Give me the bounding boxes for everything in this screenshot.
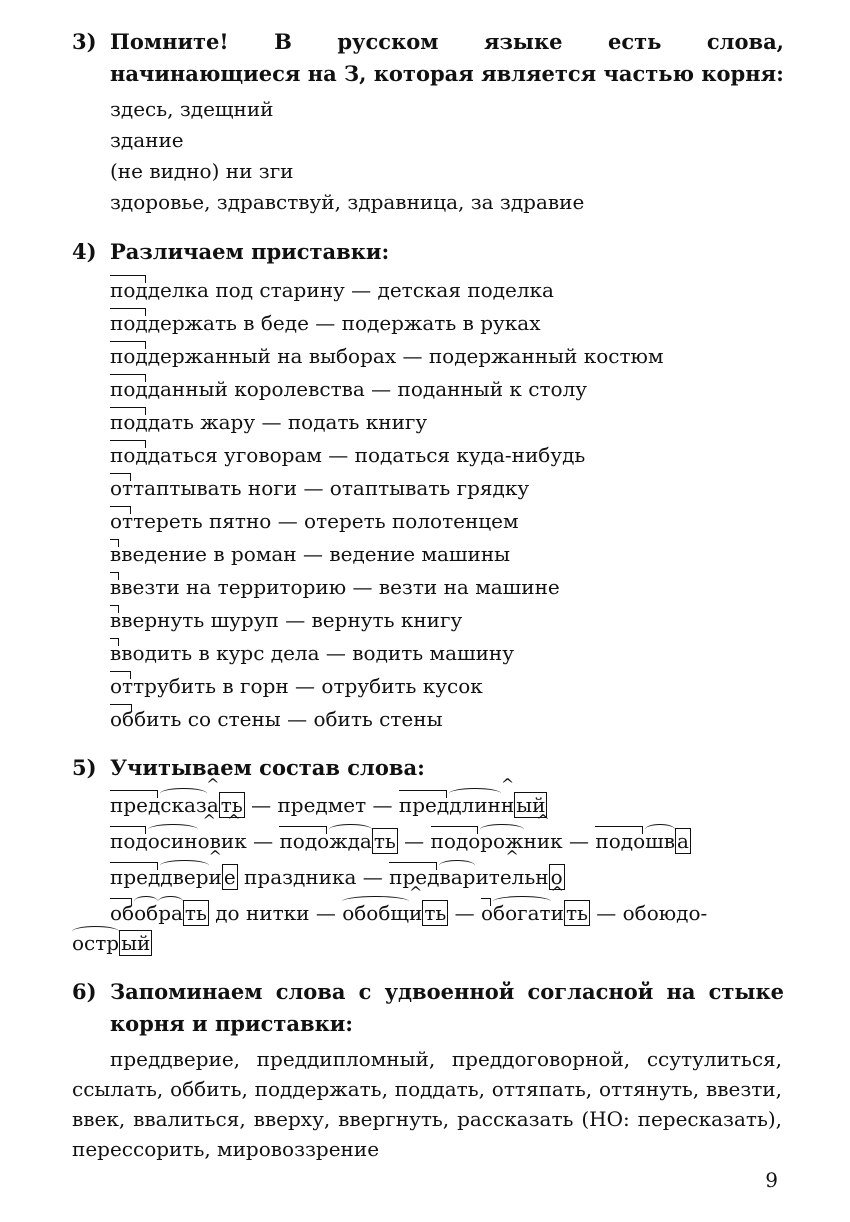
prefix-pair [110,605,462,635]
prefix: под [110,278,148,302]
pair-text: данный королевства — поданный к столу [147,377,588,401]
prefix: в [110,641,122,665]
pair-text: дать жару — подать книгу [147,410,428,434]
pair-text: вернуть шуруп — вернуть книгу [121,608,463,632]
text: — [562,829,596,853]
section-3-line-3: (не видно) ни зги [110,159,294,183]
ending: ый [516,793,546,817]
root: об [134,901,159,925]
ending: е [223,865,236,889]
morpheme-line-1 [110,790,547,820]
suffix: ^ ик [221,829,247,853]
prefix: от [110,509,134,533]
pair-text: тереть пятно — отереть полотенцем [133,509,519,533]
prefix: об [110,707,135,731]
prefix: о [481,901,494,925]
suffix: ^ и [409,901,422,925]
prefix-pair [110,638,514,668]
suffix: ^ и [551,901,564,925]
ending: а [676,829,689,853]
pair-text: трубить в горн — отрубить кусок [133,674,483,698]
section-3-line-2: здание [110,128,184,152]
suffix: ^ ительн [475,865,548,889]
prefix-pair [110,704,443,734]
morpheme-line-5 [72,928,152,958]
suffix: ^ ов [198,829,221,853]
section-3-line-4: здоровье, здравствуй, здравница, за здравие [110,190,585,214]
root: ра [158,901,183,925]
prefix-pair [110,572,560,602]
prefix: подо [595,829,646,853]
pair-text: везти на территорию — везти на машине [121,575,560,599]
prefix-pair [110,308,540,338]
morpheme-line-2 [110,826,691,856]
prefix-pair [110,671,483,701]
prefix: пред [389,865,440,889]
prefix: пред [110,793,161,817]
prefix: под [110,443,148,467]
prefix: в [110,608,122,632]
section-5-number: 5) [72,755,97,780]
morpheme-line-3 [110,862,565,892]
text: — [448,901,481,925]
suffix: ^ и [209,865,222,889]
root: богат [493,901,551,925]
pair-text: даться уговорам — податься куда-нибудь [147,443,586,467]
ending: ый [121,931,151,955]
prefix-pair [110,440,585,470]
prefix-pair [110,539,510,569]
text: — предмет — [244,793,399,817]
section-3-heading [72,26,784,90]
root: длин [449,793,501,817]
prefix-pair [110,407,427,437]
text: — [397,829,431,853]
root: шв [645,829,675,853]
section-4-heading [72,236,784,268]
pair-text: держать в беде — подержать в руках [147,311,541,335]
section-6-title: Запоминаем слова с удвоенной согласной на стыке корня и приставки: [110,979,784,1036]
prefix: в [110,575,122,599]
ending: ть [424,901,447,925]
section-6-heading [72,976,784,1040]
prefix: под [110,829,148,853]
section-4-title: Различаем приставки: [110,239,390,264]
section-6-word-list: преддверие, преддипломный, преддоговорной, ссутулиться, ссылать, оббить, поддержать, поддать, оттяпать, оттянуть, ввезти, ввек, ввалиться, вверху, ввергнуть, рассказать (НО: пересказать), перессорить, мировоззрение [72,1047,782,1161]
page-number: 9 [765,1168,778,1192]
text: — обоюдо- [589,901,708,925]
suffix: ^ н [501,793,514,817]
ending: ть [565,901,588,925]
morpheme-line-4 [110,898,707,928]
ending: ть [220,793,243,817]
root: жда [329,829,372,853]
prefix-pair [110,506,519,536]
suffix: ^ ник [524,829,563,853]
prefix: под [110,311,148,335]
pair-text: таптывать ноги — отаптывать грядку [133,476,530,500]
pair-text: ведение в роман — ведение машины [121,542,511,566]
prefix: пред [110,865,161,889]
section-6-number: 6) [72,979,97,1004]
ending: ть [373,829,396,853]
root: сказ [160,793,207,817]
text: до нитки — [208,901,343,925]
section-3-line-1: здесь, здещний [110,97,274,121]
root: обобщ [342,901,409,925]
prefix-pair [110,473,529,503]
root: остр [72,931,120,955]
prefix-pair [110,374,587,404]
root: вар [439,865,476,889]
section-3-number: 3) [72,29,97,54]
prefix: от [110,476,134,500]
pair-text: делка под старину — детская поделка [147,278,554,302]
prefix: пред [398,793,450,817]
prefix: от [110,674,134,698]
prefix: в [110,542,122,566]
root: рож [480,829,524,853]
pair-text: бить со стены — обить стены [134,707,443,731]
prefix-pair [110,341,664,371]
prefix: под [110,410,148,434]
prefix: под [110,377,148,401]
section-3-title: Помните! В русском языке есть слова, начинающиеся на З, которая является частью корня: [110,29,784,86]
ending: о [550,865,563,889]
prefix: об [110,901,135,925]
text: праздника — [237,865,390,889]
prefix-pair [110,275,554,305]
prefix: подо [279,829,330,853]
pair-text: держанный на выборах — подержанный костюм [147,344,664,368]
section-5-title: Учитываем состав слова: [110,755,425,780]
prefix: подо [430,829,481,853]
text: — [246,829,280,853]
suffix: ^ а [207,793,219,817]
pair-text: водить в курс дела — водить машину [121,641,515,665]
prefix: под [110,344,148,368]
root: осин [147,829,198,853]
section-4-number: 4) [72,239,97,264]
section-5-heading [72,752,784,784]
root: двер [160,865,209,889]
ending: ть [184,901,207,925]
